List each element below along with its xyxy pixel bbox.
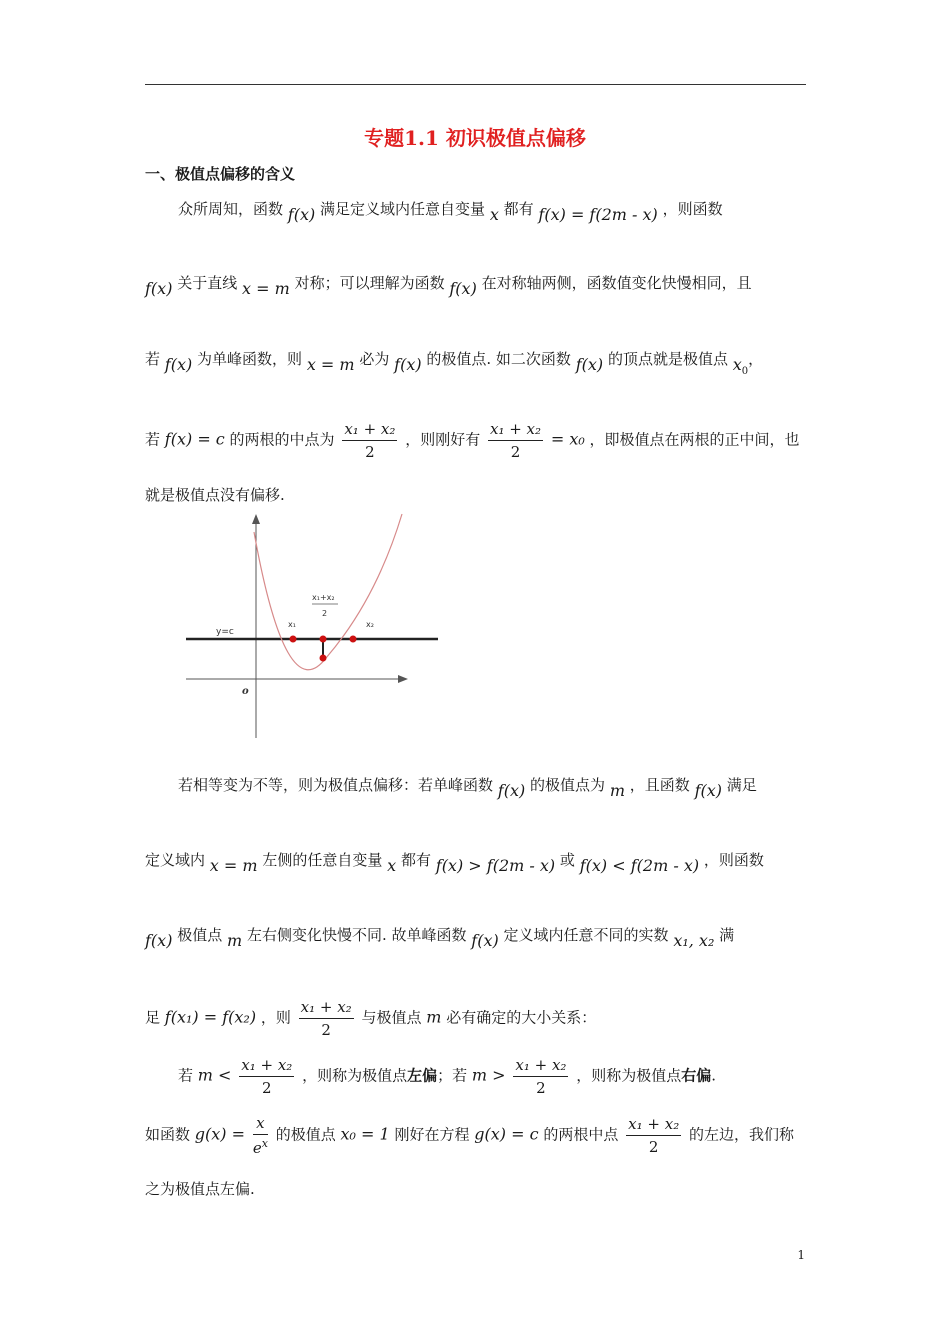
text: 的左边，我们称 xyxy=(689,1125,795,1144)
paragraph-1 xyxy=(178,198,839,224)
text: 满 xyxy=(719,926,735,944)
math-equation: f(x) = c xyxy=(164,429,225,449)
section-heading: 一、极值点偏移的含义 xyxy=(145,165,296,183)
term-left-shift: 左偏 xyxy=(407,1066,438,1085)
paragraph-2 xyxy=(145,272,806,298)
math-x: x xyxy=(489,205,499,224)
page-number: 1 xyxy=(797,1248,805,1262)
fraction-g: $\frac{x}{e^x}$ xyxy=(252,1114,268,1157)
label-midpoint-numerator: x₁+x₂ xyxy=(312,593,335,602)
label-midpoint-denominator: 2 xyxy=(322,609,328,618)
text: 对称；可以理解为函数 xyxy=(294,274,445,292)
label-y-equals-c: y=c xyxy=(216,627,234,637)
text: ，则函数 xyxy=(662,200,723,218)
text: 左右侧变化快慢不同. 故单峰函数 xyxy=(246,926,467,944)
text: 若相等变为不等，则为极值点偏移：若单峰函数 xyxy=(178,776,494,794)
text: 极值点 xyxy=(177,926,223,944)
parabola-curve xyxy=(254,514,402,670)
math-x: x xyxy=(387,856,397,875)
text: 若 xyxy=(145,350,161,368)
text: 都有 xyxy=(400,851,431,869)
text: 满足定义域内任意自变量 xyxy=(320,200,486,218)
x-axis-arrow xyxy=(398,675,408,683)
text: 满足 xyxy=(726,776,757,794)
label-x1: x₁ xyxy=(288,620,296,629)
text: ，则 xyxy=(260,1008,291,1027)
math-m: m xyxy=(227,931,243,950)
text: 众所周知，函数 xyxy=(178,200,284,218)
text: 若 xyxy=(178,1066,194,1085)
paragraph-8 xyxy=(145,924,806,950)
math-m: m xyxy=(609,781,625,800)
text: 的两根中点 xyxy=(543,1125,619,1144)
text: 与极值点 xyxy=(361,1008,422,1027)
text: 的顶点就是极值点 xyxy=(607,350,728,368)
fraction-midpoint: $\frac{\text{x₁ + x₂}}{2}$ xyxy=(241,1056,293,1097)
text: 定义域内 xyxy=(145,851,206,869)
text: 为单峰函数，则 xyxy=(197,350,303,368)
label-origin: o xyxy=(242,686,249,697)
fraction-midpoint: $\frac{\text{x₁ + x₂}}{2}$ xyxy=(628,1115,680,1156)
text: 定义域内任意不同的实数 xyxy=(503,926,669,944)
math-m-greater: m > xyxy=(471,1065,506,1085)
text: ，即极值点在两根的正中间，也 xyxy=(589,430,800,449)
math-x0-equals-1: x₀ = 1 xyxy=(340,1124,390,1144)
term-right-shift: 右偏 xyxy=(681,1066,712,1085)
text: 如函数 xyxy=(145,1125,191,1144)
math-x1-x2: x₁, x₂ xyxy=(673,931,715,950)
text: ，则称为极值点 xyxy=(302,1066,408,1085)
math-fx: f(x) xyxy=(575,355,604,374)
header-rule xyxy=(145,84,806,85)
parabola-figure xyxy=(180,510,450,745)
root-x2-point xyxy=(350,636,357,643)
y-axis-arrow xyxy=(252,514,260,524)
text: 关于直线 xyxy=(177,274,238,292)
text: 足 xyxy=(145,1008,161,1027)
math-inequality: f(x) > f(2m - x) xyxy=(435,856,556,875)
paragraph-7 xyxy=(145,849,806,875)
text: 必有确定的大小关系： xyxy=(446,1008,597,1027)
paragraph-11 xyxy=(145,1114,806,1157)
page-title: 专题1.1 初识极值点偏移 xyxy=(364,126,586,150)
label-x2: x₂ xyxy=(366,620,374,629)
text: ，则称为极值点 xyxy=(576,1066,682,1085)
text: ， xyxy=(748,350,764,368)
text: 或 xyxy=(559,851,575,869)
text: ，则函数 xyxy=(703,851,764,869)
math-equation: g(x) = c xyxy=(474,1124,539,1144)
text: 必为 xyxy=(359,350,390,368)
math-x0: = x₀ xyxy=(550,429,585,449)
paragraph-6 xyxy=(178,774,839,800)
text: ；若 xyxy=(437,1066,468,1085)
paragraph-12: 之为极值点左偏. xyxy=(145,1180,255,1198)
midpoint-point xyxy=(320,636,327,643)
math-x0: $x_0$ xyxy=(732,355,749,378)
math-xm: x = m xyxy=(306,355,355,374)
root-x1-point xyxy=(290,636,297,643)
fraction-midpoint: $\frac{\text{x₁ + x₂}}{2}$ xyxy=(344,420,396,461)
text: 在对称轴两侧，函数值变化快慢相同，且 xyxy=(481,274,752,292)
fraction-midpoint: $\frac{\text{x₁ + x₂}}{2}$ xyxy=(300,998,352,1039)
paragraph-5: 就是极值点没有偏移. xyxy=(145,486,285,504)
math-m: m xyxy=(426,1007,442,1027)
text: 的极值点 xyxy=(275,1125,336,1144)
math-fx: f(x) xyxy=(471,931,499,950)
math-fx: f(x) xyxy=(145,279,173,298)
paragraph-3 xyxy=(145,348,806,378)
paragraph-10 xyxy=(178,1056,839,1097)
math-equation: f(x) = f(2m - x) xyxy=(538,205,658,224)
math-fx: f(x) xyxy=(694,781,722,800)
fraction-midpoint: $\frac{\text{x₁ + x₂}}{2}$ xyxy=(489,420,542,461)
text: 都有 xyxy=(503,200,534,218)
math-fx: f(x) xyxy=(394,355,422,374)
math-m-less: m < xyxy=(197,1065,232,1085)
text: ，且函数 xyxy=(629,776,690,794)
text: 的极值点为 xyxy=(530,776,606,794)
fraction-midpoint: $\frac{\text{x₁ + x₂}}{2}$ xyxy=(515,1056,567,1097)
text: 若 xyxy=(145,430,161,449)
text: 刚好在方程 xyxy=(394,1125,470,1144)
text: 的两根的中点为 xyxy=(229,430,335,449)
paragraph-9 xyxy=(145,998,806,1039)
vertex-point xyxy=(320,655,327,662)
text: 左侧的任意自变量 xyxy=(262,851,383,869)
math-xm: x = m xyxy=(242,279,290,298)
math-g: g(x) = xyxy=(194,1124,246,1144)
text: 的极值点. 如二次函数 xyxy=(426,350,571,368)
math-fx: f(x) xyxy=(145,931,173,950)
math-fx: f(x) xyxy=(497,781,526,800)
paragraph-4 xyxy=(145,420,806,461)
text: ，则刚好有 xyxy=(405,430,481,449)
math-equation: f(x₁) = f(x₂) xyxy=(164,1007,257,1027)
math-fx: f(x) xyxy=(287,205,316,224)
text: . xyxy=(711,1066,717,1085)
math-fx: f(x) xyxy=(449,279,477,298)
math-xm: x = m xyxy=(209,856,258,875)
math-fx: f(x) xyxy=(164,355,193,374)
math-inequality: f(x) < f(2m - x) xyxy=(579,856,700,875)
